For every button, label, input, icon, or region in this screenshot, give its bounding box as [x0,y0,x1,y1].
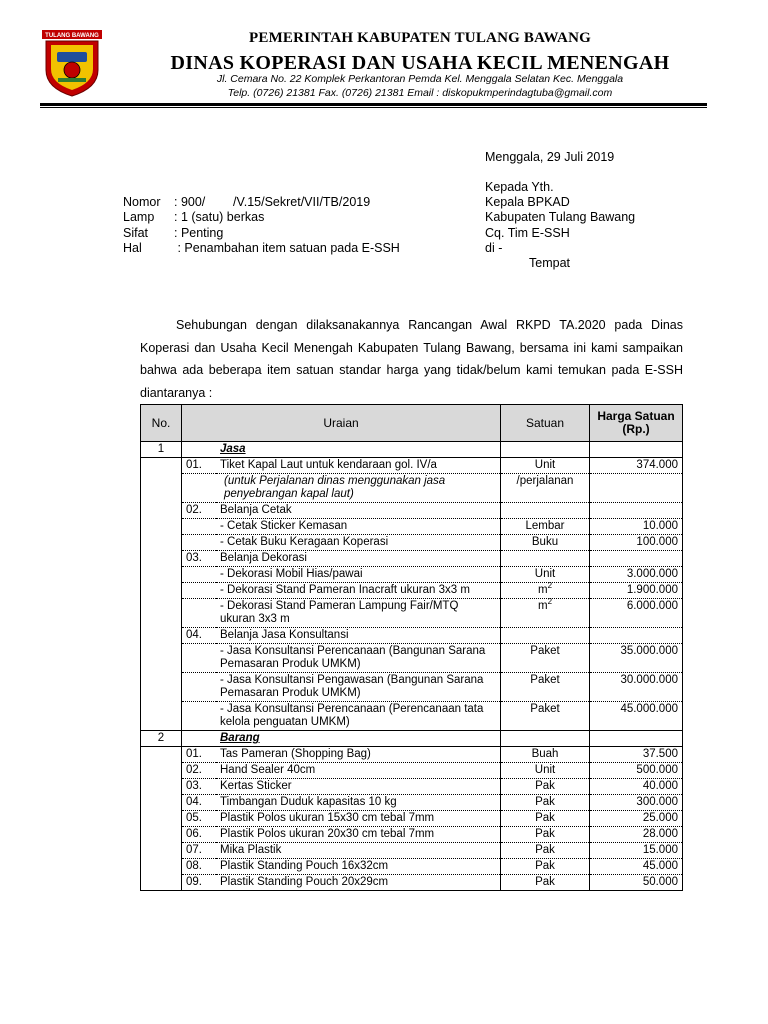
unit-superscript: 2 [547,581,553,591]
meta-value-hal: : Penambahan item satuan pada E-SSH [174,241,400,255]
row-description: Hand Sealer 40cm [216,763,501,779]
row-price: 15.000 [590,843,683,859]
meta-label-hal: Hal [123,241,142,255]
table-row [141,763,683,779]
header-rule-thick [40,103,707,106]
price-table [140,404,683,891]
row-description: Belanja Cetak [216,503,501,519]
department-name: DINAS KOPERASI DAN USAHA KECIL MENENGAH [170,52,670,74]
row-unit [501,875,590,891]
row-unit [501,779,590,795]
category-row [141,442,683,458]
category-unit-cell [501,731,590,747]
category-sub-cell [182,731,217,747]
table-row [141,875,683,891]
row-unit-text: /perjalanan [516,475,574,487]
row-number-cell [141,763,182,779]
header-harga: Harga Satuan (Rp.) [590,405,683,442]
row-sub-number: 01. [182,458,217,474]
letter-date: Menggala, 29 Juli 2019 [485,150,615,164]
category-unit-cell [501,442,590,458]
row-price [590,474,683,503]
row-price: 40.000 [590,779,683,795]
row-price [590,551,683,567]
table-header-row [141,405,683,442]
row-sub-number: 02. [182,503,217,519]
row-unit-text: Paket [530,674,560,686]
table-row [141,859,683,875]
logo-text: TULANG BAWANG [45,33,99,39]
row-price: 100.000 [590,535,683,551]
row-price: 374.000 [590,458,683,474]
row-number-cell [141,474,182,503]
row-price [590,503,683,519]
recipient-place: Tempat [529,256,570,270]
table-row [141,779,683,795]
row-description: Timbangan Duduk kapasitas 10 kg [216,795,501,811]
row-unit-text: Pak [535,828,555,840]
table-row [141,458,683,474]
row-price: 30.000.000 [590,673,683,702]
row-number-cell [141,702,182,731]
row-unit [501,474,590,503]
table-row [141,599,683,628]
row-number-cell [141,644,182,673]
header-rule-thin [40,107,707,108]
meta-value-sifat: : Penting [174,226,224,240]
header-uraian: Uraian [182,405,501,442]
row-unit [501,843,590,859]
row-number-cell [141,599,182,628]
row-number-cell [141,551,182,567]
row-number-cell [141,843,182,859]
address-line: Jl. Cemara No. 22 Komplek Perkantoran Pemda Kel. Menggala Selatan Kec. Menggala [216,73,624,85]
category-sub-cell [182,442,217,458]
table-row [141,628,683,644]
row-unit-text: Paket [530,703,560,715]
row-sub-number [182,583,217,599]
table-row [141,474,683,503]
row-price: 6.000.000 [590,599,683,628]
table-row [141,702,683,731]
row-sub-number: 06. [182,827,217,843]
meta-label-sifat: Sifat [123,226,149,240]
recipient-line: Kepala BPKAD [485,195,570,209]
row-unit [501,503,590,519]
row-unit [501,702,590,731]
row-unit [501,583,590,599]
meta-label-nomor: Nomor [123,195,161,209]
row-number-cell [141,458,182,474]
row-sub-number: 05. [182,811,217,827]
row-sub-number [182,673,217,702]
table-row [141,827,683,843]
row-price: 28.000 [590,827,683,843]
table-row [141,551,683,567]
row-unit-text: Buku [531,536,559,548]
row-sub-number [182,644,217,673]
row-unit-text: m [537,600,548,612]
row-number-cell [141,628,182,644]
row-price: 500.000 [590,763,683,779]
row-number-cell [141,747,182,763]
row-number-cell [141,503,182,519]
table-body [141,442,683,891]
row-unit-text: m [537,584,548,596]
row-number-cell [141,519,182,535]
header-no: No. [141,405,182,442]
contact-line: Telp. (0726) 21381 Fax. (0726) 21381 Email : diskopukmperindagtuba@gmail.com [227,87,613,99]
recipient-line: Kabupaten Tulang Bawang [485,210,636,224]
row-unit [501,599,590,628]
row-sub-number [182,474,217,503]
row-price [590,628,683,644]
row-unit [501,859,590,875]
category-price-cell [590,442,683,458]
row-number-cell [141,535,182,551]
row-number-cell [141,795,182,811]
table-row [141,503,683,519]
table-row [141,811,683,827]
row-description: Plastik Standing Pouch 20x29cm [216,875,501,891]
row-unit [501,551,590,567]
meta-value-lamp: : 1 (satu) berkas [174,210,265,224]
row-unit-text: Pak [535,796,555,808]
meta-label-lamp: Lamp [123,210,155,224]
row-unit-text: Pak [535,844,555,856]
row-unit-text: Paket [530,645,560,657]
row-sub-number [182,599,217,628]
government-name: PEMERINTAH KABUPATEN TULANG BAWANG [249,30,591,46]
table-row [141,644,683,673]
row-price: 1.900.000 [590,583,683,599]
row-unit-text: Lembar [525,520,565,532]
row-description: Tas Pameran (Shopping Bag) [216,747,501,763]
table-row [141,673,683,702]
row-number-cell [141,811,182,827]
recipient-line: Kepada Yth. [485,180,554,194]
row-note: (untuk Perjalanan dinas menggunakan jasa penyebrangan kapal laut) [224,475,446,500]
row-unit [501,535,590,551]
row-sub-number: 03. [182,779,217,795]
row-unit [501,811,590,827]
table-row [141,535,683,551]
row-sub-number [182,519,217,535]
regency-logo [42,30,102,98]
row-sub-number: 01. [182,747,217,763]
row-price: 50.000 [590,875,683,891]
category-name: Barang [216,731,501,747]
row-price: 300.000 [590,795,683,811]
row-price: 35.000.000 [590,644,683,673]
row-sub-number [182,702,217,731]
row-description: - Cetak Sticker Kemasan [216,519,501,535]
row-unit-text: Buah [531,748,559,760]
row-price: 25.000 [590,811,683,827]
row-description: - Dekorasi Mobil Hias/pawai [216,567,501,583]
row-sub-number: 04. [182,795,217,811]
table-row [141,583,683,599]
row-description: Kertas Sticker [216,779,501,795]
row-number-cell [141,673,182,702]
recipient-line: di - [485,241,503,255]
row-description: - Jasa Konsultansi Perencanaan (Perencanaan tata kelola penguatan UMKM) [216,702,501,731]
row-number-cell [141,875,182,891]
row-description: - Cetak Buku Keragaan Koperasi [216,535,501,551]
row-unit [501,644,590,673]
category-number: 2 [141,731,182,747]
row-unit [501,795,590,811]
category-row [141,731,683,747]
row-unit-text: Pak [535,780,555,792]
row-unit [501,458,590,474]
row-description: - Dekorasi Stand Pameran Inacraft ukuran 3x3 m [216,583,501,599]
row-unit-text: Pak [535,812,555,824]
row-unit-text: Pak [535,876,555,888]
row-number-cell [141,859,182,875]
row-unit [501,519,590,535]
row-price: 45.000 [590,859,683,875]
row-number-cell [141,583,182,599]
row-unit [501,747,590,763]
row-price: 3.000.000 [590,567,683,583]
row-unit-text: Unit [534,568,556,580]
category-name: Jasa [216,442,501,458]
row-sub-number: 09. [182,875,217,891]
row-sub-number: 07. [182,843,217,859]
table-row [141,519,683,535]
row-sub-number [182,535,217,551]
row-description: - Jasa Konsultansi Perencanaan (Bangunan Sarana Pemasaran Produk UMKM) [216,644,501,673]
row-unit-text: Pak [535,860,555,872]
row-unit-text: Unit [534,459,556,471]
row-description: Plastik Polos ukuran 15x30 cm tebal 7mm [216,811,501,827]
row-unit-text: Unit [534,764,556,776]
row-description: Belanja Dekorasi [216,551,501,567]
row-price: 10.000 [590,519,683,535]
table-row [141,843,683,859]
row-number-cell [141,827,182,843]
row-unit [501,673,590,702]
row-unit [501,628,590,644]
row-sub-number: 03. [182,551,217,567]
row-description [216,474,501,503]
row-sub-number [182,567,217,583]
row-sub-number: 08. [182,859,217,875]
row-sub-number: 04. [182,628,217,644]
unit-superscript: 2 [547,597,553,607]
row-unit [501,567,590,583]
table-row [141,747,683,763]
row-unit [501,763,590,779]
row-description: Mika Plastik [216,843,501,859]
row-sub-number: 02. [182,763,217,779]
category-number: 1 [141,442,182,458]
row-description: Belanja Jasa Konsultansi [216,628,501,644]
table-row [141,567,683,583]
row-number-cell [141,779,182,795]
header-satuan: Satuan [501,405,590,442]
meta-value-nomor: : 900/ /V.15/Sekret/VII/TB/2019 [174,195,371,209]
row-price: 37.500 [590,747,683,763]
row-unit [501,827,590,843]
row-description: Tiket Kapal Laut untuk kendaraan gol. IV/a [216,458,501,474]
row-description: Plastik Polos ukuran 20x30 cm tebal 7mm [216,827,501,843]
row-number-cell [141,567,182,583]
row-description: Plastik Standing Pouch 16x32cm [216,859,501,875]
letter-body: Sehubungan dengan dilaksanakannya Rancangan Awal RKPD TA.2020 pada Dinas Koperasi dan Usaha Kecil Menengah Kabupaten Tulang Bawang, bersama ini kami sampaikan bahwa ada beberapa item satuan standar harga yang tidak/belum kami temukan pada E-SSH diantaranya : [140,318,683,400]
row-price: 45.000.000 [590,702,683,731]
table-row [141,795,683,811]
row-description: - Dekorasi Stand Pameran Lampung Fair/MTQ ukuran 3x3 m [216,599,501,628]
row-description: - Jasa Konsultansi Pengawasan (Bangunan Sarana Pemasaran Produk UMKM) [216,673,501,702]
recipient-line: Cq. Tim E-SSH [485,226,570,240]
category-price-cell [590,731,683,747]
